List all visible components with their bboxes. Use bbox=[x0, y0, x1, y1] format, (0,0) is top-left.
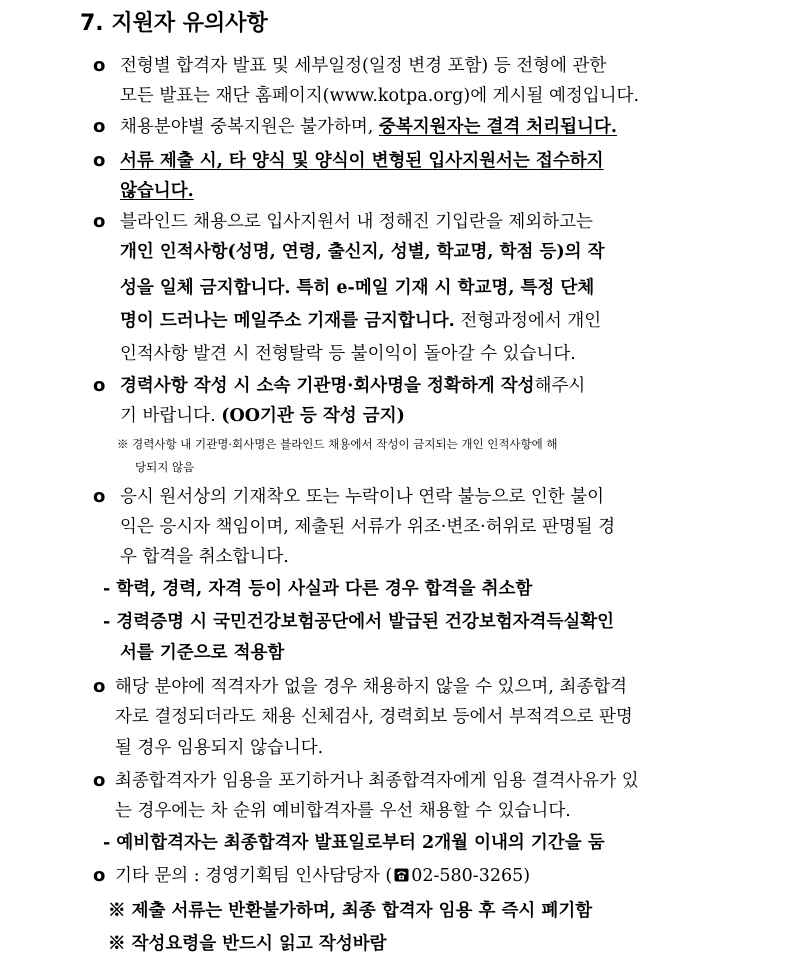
bullet-marker: o bbox=[93, 676, 106, 697]
item-6-detail-1: - 학력, 경력, 자격 등이 사실과 다른 경우 합격을 취소함 bbox=[103, 579, 533, 599]
footer-note-2: ※ 작성요령을 반드시 읽고 작성바람 bbox=[108, 934, 387, 954]
item-4-line-1: 블라인드 채용으로 입사지원서 내 정해진 기입란을 제외하고는 bbox=[120, 212, 593, 232]
item-5-note-line-2: 당되지 않음 bbox=[135, 460, 195, 474]
item-7-line-1: 해당 분야에 적격자가 없을 경우 채용하지 않을 수 있으며, 최종합격 bbox=[115, 677, 628, 697]
item-4-line-5: 인적사항 발견 시 전형탈락 등 불이익이 돌아갈 수 있습니다. bbox=[120, 344, 576, 364]
item-9-text: 기타 문의 : 경영기획팀 인사담당자 ( bbox=[115, 866, 393, 886]
item-5-note-line-1: ※ 경력사항 내 기관명·회사명은 블라인드 채용에서 작성이 금지되는 개인 인적사항에 해 bbox=[117, 437, 558, 451]
bullet-marker: o bbox=[93, 375, 106, 396]
item-7-line-3: 될 경우 임용되지 않습니다. bbox=[115, 738, 324, 758]
item-5-text: 기 바랍니다. bbox=[120, 406, 222, 426]
bullet-marker: o bbox=[93, 486, 106, 507]
item-1-line-1: 전형별 합격자 발표 및 세부일정(일정 변경 포함) 등 전형에 관한 bbox=[120, 56, 607, 76]
item-6-detail-2-line-1: - 경력증명 시 국민건강보험공단에서 발급된 건강보험자격득실확인 bbox=[103, 612, 615, 632]
item-7-line-2: 자로 결정되더라도 채용 신체검사, 경력회보 등에서 부적격으로 판명 bbox=[115, 707, 633, 727]
item-6-line-2: 익은 응시자 책임이며, 제출된 서류가 위조·변조·허위로 판명될 경 bbox=[120, 517, 616, 537]
item-4-text: 전형과정에서 개인 bbox=[454, 311, 602, 331]
item-2-emphasis: 중복지원자는 결격 처리됩니다. bbox=[378, 117, 617, 137]
item-5-text: 해주시 bbox=[534, 376, 586, 396]
item-5-emphasis: (OO기관 등 작성 금지) bbox=[221, 406, 405, 426]
item-4-emphasis: 명이 드러나는 메일주소 기재를 금지합니다. bbox=[120, 311, 455, 331]
item-8-line-2: 는 경우에는 차 순위 예비합격자를 우선 채용할 수 있습니다. bbox=[115, 801, 571, 821]
item-5-emphasis: 경력사항 작성 시 소속 기관명·회사명을 정확하게 작성 bbox=[120, 376, 535, 396]
footer-note-1: ※ 제출 서류는 반환불가하며, 최종 합격자 임용 후 즉시 폐기함 bbox=[108, 901, 593, 921]
item-6-detail-2-line-2: 서를 기준으로 적용함 bbox=[120, 643, 285, 663]
item-9-phone: 02-580-3265) bbox=[411, 866, 531, 886]
bullet-marker: o bbox=[93, 770, 106, 791]
item-2-line-1 bbox=[120, 113, 617, 147]
item-2-text: 채용분야별 중복지원은 불가하며, bbox=[120, 117, 379, 137]
item-5-line-2 bbox=[120, 402, 405, 436]
bullet-marker: o bbox=[93, 211, 106, 232]
bullet-marker: o bbox=[93, 55, 106, 76]
item-6-line-1: 응시 원서상의 기재착오 또는 누락이나 연락 불능으로 인한 불이 bbox=[120, 487, 605, 507]
bullet-marker: o bbox=[93, 865, 106, 886]
item-9-line-1 bbox=[115, 862, 530, 896]
item-3-line-1: 서류 제출 시, 타 양식 및 양식이 변형된 입사지원서는 접수하지 bbox=[120, 151, 604, 171]
item-4-line-2: 개인 인적사항(성명, 연령, 출신지, 성별, 학교명, 학점 등)의 작 bbox=[120, 242, 605, 262]
item-3-line-2: 않습니다. bbox=[120, 181, 194, 201]
item-6-line-3: 우 합격을 취소합니다. bbox=[120, 547, 289, 567]
bullet-marker: o bbox=[93, 116, 106, 137]
item-8-line-1: 최종합격자가 임용을 포기하거나 최종합격자에게 임용 결격사유가 있 bbox=[115, 771, 639, 791]
item-4-line-3: 성을 일체 금지합니다. 특히 e-메일 기재 시 학교명, 특정 단체 bbox=[120, 278, 595, 298]
bullet-marker: o bbox=[93, 150, 106, 171]
section-title: 7. 지원자 유의사항 bbox=[80, 11, 268, 36]
telephone-icon bbox=[394, 868, 409, 882]
item-4-line-4 bbox=[120, 307, 601, 341]
item-5-line-1 bbox=[120, 372, 585, 406]
item-8-detail-1: - 예비합격자는 최종합격자 발표일로부터 2개월 이내의 기간을 둠 bbox=[103, 833, 605, 853]
item-1-line-2: 모든 발표는 재단 홈페이지(www.kotpa.org)에 게시될 예정입니다. bbox=[120, 86, 640, 106]
